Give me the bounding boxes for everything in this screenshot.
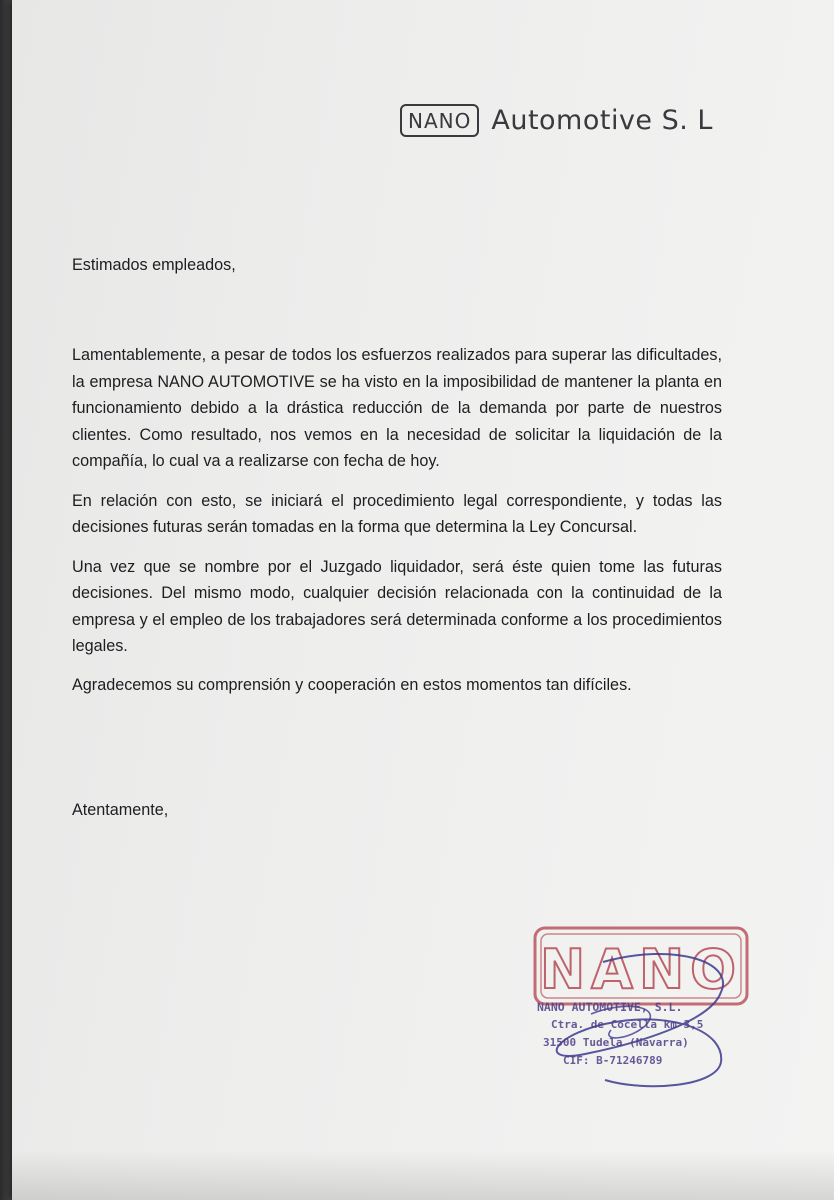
letter-body (72, 252, 722, 823)
logo-box: NANO (400, 104, 479, 137)
stamp-address-1: Ctra. de Cocella km 3,5 (551, 1018, 704, 1031)
greeting: Estimados empleados, (72, 256, 236, 274)
stamp-company: NANO AUTOMOTIVE, S.L. (537, 1000, 683, 1014)
page-shadow (12, 1150, 834, 1200)
company-stamp (525, 922, 755, 1092)
stamp-cif: CIF: B-71246789 (563, 1054, 663, 1067)
closing: Atentamente, (72, 801, 169, 819)
paragraph-1: Lamentablemente, a pesar de todos los esfuerzos realizados para superar las dificultades, la empresa NANO AUTOMOTIVE se ha visto en la imposibilidad de mantener la planta en funcionamiento debido a la drástica reducción de la demanda por parte de nuestros clientes. Como resultado, nos vemos en la necesidad de solicitar la liquidación de la compañía, lo cual va a realizarse con fecha de hoy. (72, 346, 722, 470)
paragraph-3: Una vez que se nombre por el Juzgado liquidador, será éste quien tome las futuras decisiones. Del mismo modo, cualquier decisión relacionada con la continuidad de la empresa y el empleo de los trabajadores será determinada conforme a los procedimientos legales. (72, 557, 722, 655)
company-logo (400, 104, 713, 137)
stamp-address-2: 31500 Tudela (Navarra) (543, 1036, 689, 1049)
logo-text: Automotive S. L (491, 105, 713, 136)
stamp-logo: NANO (539, 938, 743, 1001)
paragraph-4: Agradecemos su comprensión y cooperación en estos momentos tan difíciles. (72, 675, 632, 694)
paragraph-2: En relación con esto, se iniciará el procedimiento legal correspondiente, y todas las decisiones futuras serán tomadas en la forma que determina la Ley Concursal. (72, 491, 722, 536)
